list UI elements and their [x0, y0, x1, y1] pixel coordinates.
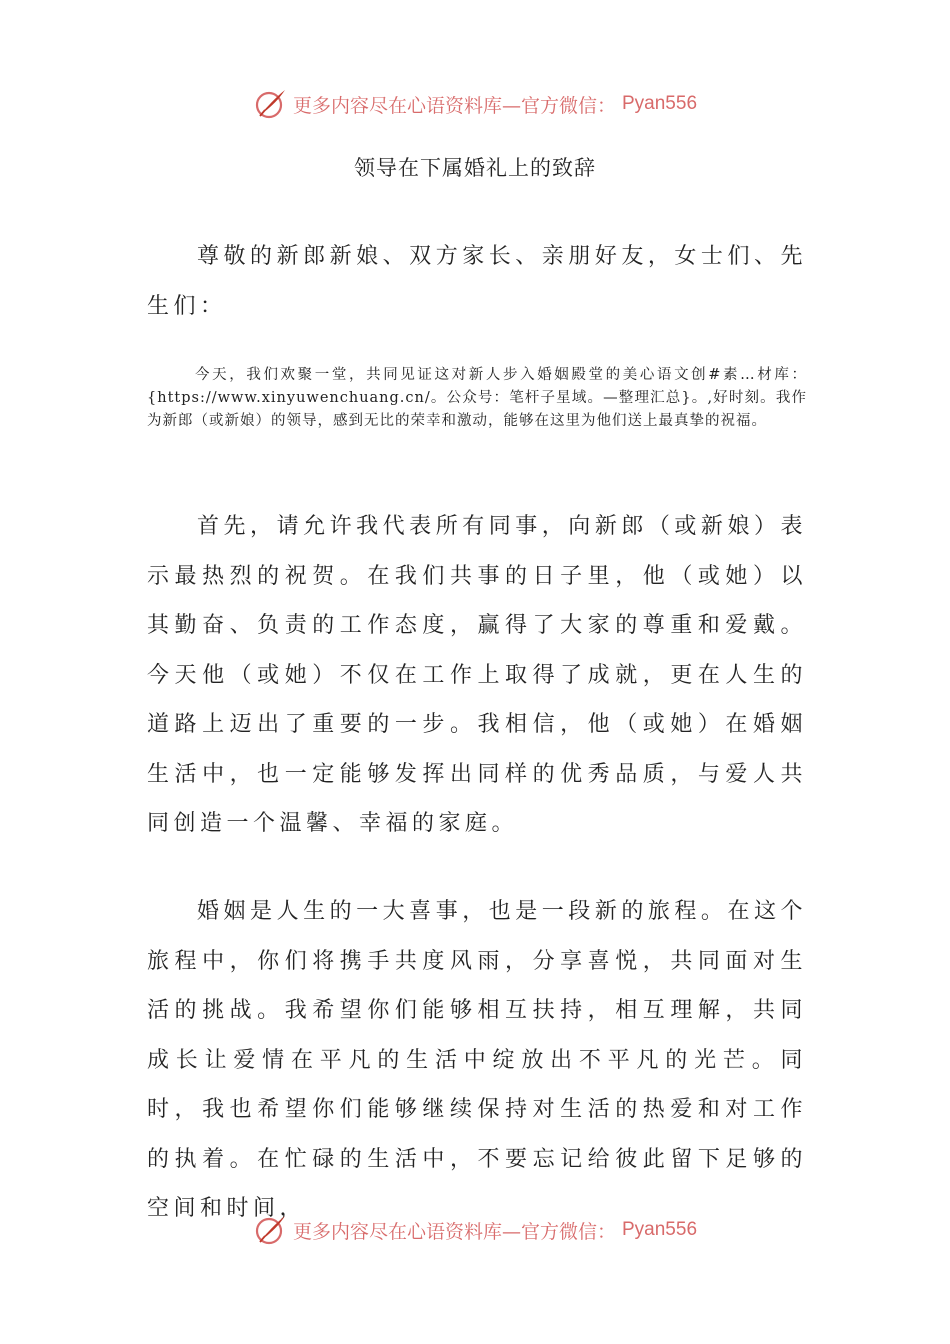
paragraph-2-block — [147, 887, 807, 1234]
intro-paragraph: 今天，我们欢聚一堂，共同见证这对新人步入婚姻殿堂的美心语文创#素…材库：{https://www.xinyuwenchuang.cn/。公众号：笔杆子星域。—整理汇总}。,好时刻。我作为新郎（或新娘）的领导，感到无比的荣幸和激动，能够在这里为他们送上最真挚的祝福。 — [147, 367, 807, 429]
body-paragraph-1: 首先，请允许我代表所有同事，向新郎（或新娘）表示最热烈的祝贺。在我们共事的日子里，他（或她）以其勤奋、负责的工作态度，赢得了大家的尊重和爱戴。今天他（或她）不仅在工作上取得了成就，更在人生的道路上迈出了重要的一步。我相信，他（或她）在婚姻生活中，也一定能够发挥出同样的优秀品质，与爱人共同创造一个温馨、幸福的家庭。 — [147, 514, 807, 836]
greeting-block — [147, 232, 807, 331]
document-title: 领导在下属婚礼上的致辞 — [354, 156, 596, 180]
paragraph-1-block — [147, 502, 807, 849]
banner-text: 更多内容尽在心语资料库—官方微信： — [292, 1220, 616, 1243]
header-banner — [0, 84, 950, 124]
quill-logo-icon — [253, 87, 287, 121]
quill-logo-icon — [253, 1213, 287, 1247]
banner-wechat-id: Pyan556 — [622, 1219, 698, 1240]
banner-wechat-id: Pyan556 — [622, 93, 698, 114]
greeting-paragraph: 尊敬的新郎新娘、双方家长、亲朋好友，女士们、先生们： — [147, 244, 807, 319]
body-paragraph-2: 婚姻是人生的一大喜事，也是一段新的旅程。在这个旅程中，你们将携手共度风雨，分享喜悦，共同面对生活的挑战。我希望你们能够相互扶持，相互理解，共同成长让爱情在平凡的生活中绽放出不平凡的光芒。同时，我也希望你们能够继续保持对生活的热爱和对工作的执着。在忙碌的生活中，不要忘记给彼此留下足够的空间和时间， — [147, 899, 807, 1221]
banner-text: 更多内容尽在心语资料库—官方微信： — [292, 94, 616, 117]
intro-block — [147, 364, 807, 433]
footer-banner — [0, 1210, 950, 1250]
